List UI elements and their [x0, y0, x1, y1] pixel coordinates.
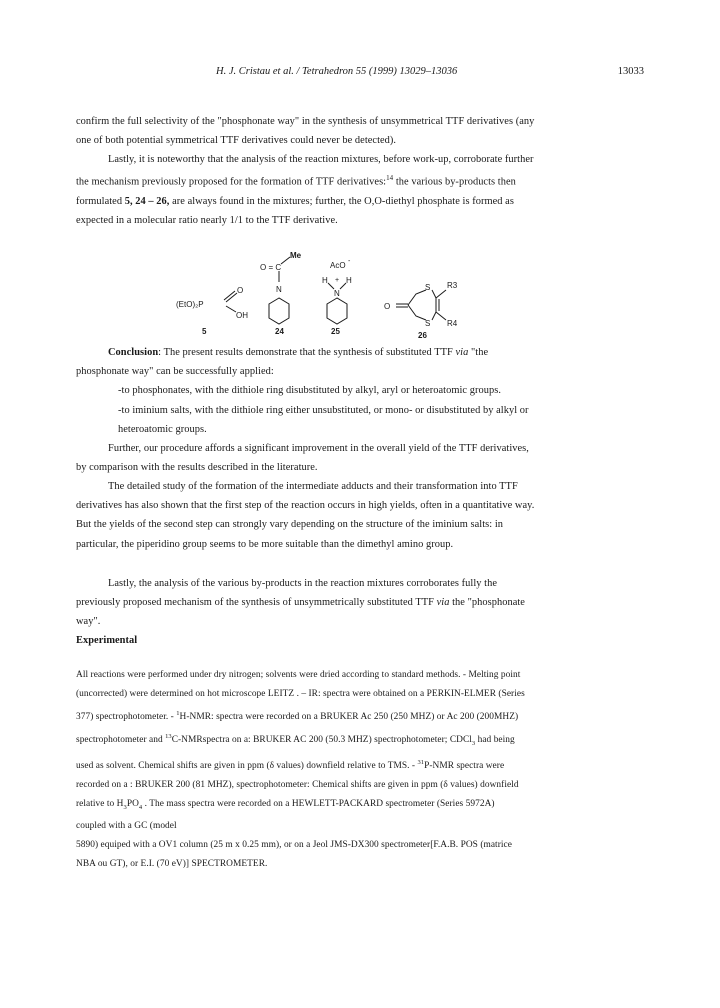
text-line — [76, 795, 646, 817]
text-line: one of both potential symmetrical TTF derivatives could never be detected). — [76, 135, 397, 147]
paragraph-mechanism — [76, 574, 646, 632]
text-span: P-NMR spectra were — [424, 761, 505, 772]
text-line: Lastly, it is noteworthy that the analysis of the reaction mixtures, before work-up, corroborate further — [108, 154, 534, 165]
italic-text: via — [436, 597, 450, 609]
text-line — [76, 753, 646, 776]
text-span: the mechanism previously proposed for the formation of TTF derivatives: — [76, 176, 387, 188]
text-span: had being — [475, 735, 515, 746]
experimental-heading: Experimental — [76, 635, 138, 646]
text-line: Lastly, the analysis of the various by-products in the reaction mixtures corroborates fully the — [108, 578, 497, 589]
text-line: All reactions were performed under dry nitrogen; solvents were dried according to standard methods. - Melting point — [76, 670, 521, 680]
conclusion-heading: Conclusion — [108, 347, 159, 358]
r3-substituent-label: R3 — [447, 281, 458, 290]
experimental-section — [76, 666, 646, 874]
text-span: used as solvent. Chemical shifts are given in ppm (δ values) downfield relative to TMS. - — [76, 761, 418, 772]
hydrogen-label: H — [322, 276, 328, 285]
text-span: PO — [126, 799, 139, 810]
compound-label-25: 25 — [331, 327, 340, 336]
text-span: previously proposed mechanism of the synthesis of unsymmetrically substituted TTF — [76, 597, 437, 609]
paragraph-improvement — [76, 439, 646, 477]
text-span: "the — [468, 347, 489, 358]
r4-substituent-label: R4 — [447, 319, 458, 328]
text-line: Further, our procedure affords a significant improvement in the overall yield of the TTF derivatives, — [108, 443, 529, 454]
list-item: -to iminium salts, with the dithiole ring either unsubstituted, or mono- or disubstituted by alkyl or — [118, 404, 529, 416]
text-line — [76, 343, 646, 362]
positive-charge: + — [335, 277, 340, 284]
subscript: 3 — [471, 740, 476, 748]
text-span: H-NMR: spectra were recorded on a BRUKER Ac 250 (250 MHZ) or Ac 200 (200MHZ) — [179, 712, 519, 723]
negative-charge: - — [348, 258, 351, 265]
reference-superscript: 14 — [386, 174, 394, 183]
experimental-heading-block — [76, 631, 646, 650]
nitrogen-label: N — [276, 285, 282, 294]
compound-label-24: 24 — [275, 327, 284, 336]
text-line: by comparison with the results described in the literature. — [76, 462, 318, 474]
italic-text: via — [455, 347, 469, 358]
text-line: But the yields of the second step can strongly vary depending on the structure of the iminium salts: in — [76, 519, 504, 531]
phosphonate-group-label: (EtO)₂P — [176, 300, 204, 309]
superscript: 1 — [176, 710, 180, 717]
text-span: formulated — [76, 195, 125, 207]
text-span: 377) spectrophotometer. - — [76, 712, 177, 723]
text-span: spectrophotometer and — [76, 735, 166, 746]
conclusion-section — [76, 343, 646, 439]
sulfur-label: S — [425, 283, 431, 292]
compound-label-5: 5 — [202, 327, 207, 336]
hydroxyl-label: OH — [236, 311, 248, 320]
paragraph-by-products — [76, 150, 646, 230]
page-number: 13033 — [617, 66, 644, 77]
list-item: heteroatomic groups. — [118, 423, 207, 435]
compound-numbers: 5, 24 – 26, — [124, 195, 170, 207]
text-span: the "phosphonate — [449, 597, 525, 609]
text-line: expected in a molecular ratio nearly 1/1 to the TTF derivative. — [76, 215, 338, 227]
oxygen-label: O — [384, 302, 391, 311]
subscript: 3 — [123, 804, 127, 812]
text-line: 5890) equiped with a OV1 column (25 m x 0.25 mm), or on a Jeol JMS-DX300 spectrometer[F.A.B. POS (matrice — [76, 840, 512, 851]
running-head: H. J. Cristau et al. / Tetrahedron 55 (1999) 13029–13036 — [216, 66, 458, 77]
paragraph-selectivity — [76, 112, 646, 150]
nitrogen-label: N — [334, 289, 340, 298]
text-line — [76, 192, 646, 211]
text-line — [76, 727, 646, 753]
text-span: are always found in the mixtures; further, the O,O-diethyl phosphate is formed as — [169, 195, 514, 207]
text-line: (uncorrected) were determined on hot microscope LEITZ . – IR: spectra were obtained on a PERKIN-ELMER (Series — [76, 689, 525, 699]
text-line: derivatives has also shown that the first step of the reaction occurs in high yields, often in a quantitative way. — [76, 500, 535, 512]
oxygen-label: O — [237, 286, 244, 295]
text-line — [76, 704, 646, 727]
paragraph-detailed-study — [76, 477, 646, 554]
text-line: phosphonate way" can be successfully applied: — [76, 366, 274, 378]
page-header — [76, 66, 644, 82]
text-span: : The present results demonstrate that the synthesis of substituted TTF — [158, 347, 456, 358]
compound-26-structure — [396, 290, 446, 320]
text-span: relative to H — [76, 799, 124, 810]
text-line: The detailed study of the formation of the intermediate adducts and their transformation into TTF — [108, 481, 518, 492]
text-line — [76, 631, 646, 650]
text-span: the various by-products then — [393, 176, 516, 188]
text-line: recorded on a : BRUKER 200 (81 MHZ), spectrophotometer: Chemical shifts are given in ppm (δ values) downfield — [76, 780, 519, 791]
superscript: 31 — [417, 759, 425, 767]
text-line: particular, the piperidino group seems to be more suitable than the dimethyl amino group. — [76, 538, 454, 550]
text-line — [76, 593, 646, 612]
carbonyl-label: O = C — [260, 263, 282, 272]
text-span: . The mass spectra were recorded on a HEWLETT-PACKARD spectrometer (Series 5972A) — [142, 799, 495, 810]
text-line: coupled with a GC (model — [76, 821, 177, 832]
text-line: NBA ou GT), or E.I. (70 eV)] SPECTROMETER. — [76, 859, 268, 870]
compound-5-structure — [224, 291, 237, 312]
acetate-label: AcO — [330, 261, 346, 270]
superscript: 13 — [165, 733, 172, 741]
sulfur-label: S — [425, 319, 431, 328]
hydrogen-label: H — [346, 276, 352, 285]
text-line — [76, 169, 646, 192]
compound-label-26: 26 — [418, 331, 427, 340]
methyl-label: Me — [290, 251, 302, 260]
text-span: C-NMRspectra on a: BRUKER AC 200 (50.3 MHZ) spectrophotometer; CDCl — [171, 735, 472, 746]
text-line: way". — [76, 616, 101, 628]
list-item: -to phosphonates, with the dithiole ring disubstituted by alkyl, aryl or heteroatomic groups. — [118, 385, 501, 397]
text-line: confirm the full selectivity of the "phosphonate way" in the synthesis of unsymmetrical TTF derivatives (any — [76, 116, 535, 127]
subscript: 4 — [138, 804, 143, 812]
